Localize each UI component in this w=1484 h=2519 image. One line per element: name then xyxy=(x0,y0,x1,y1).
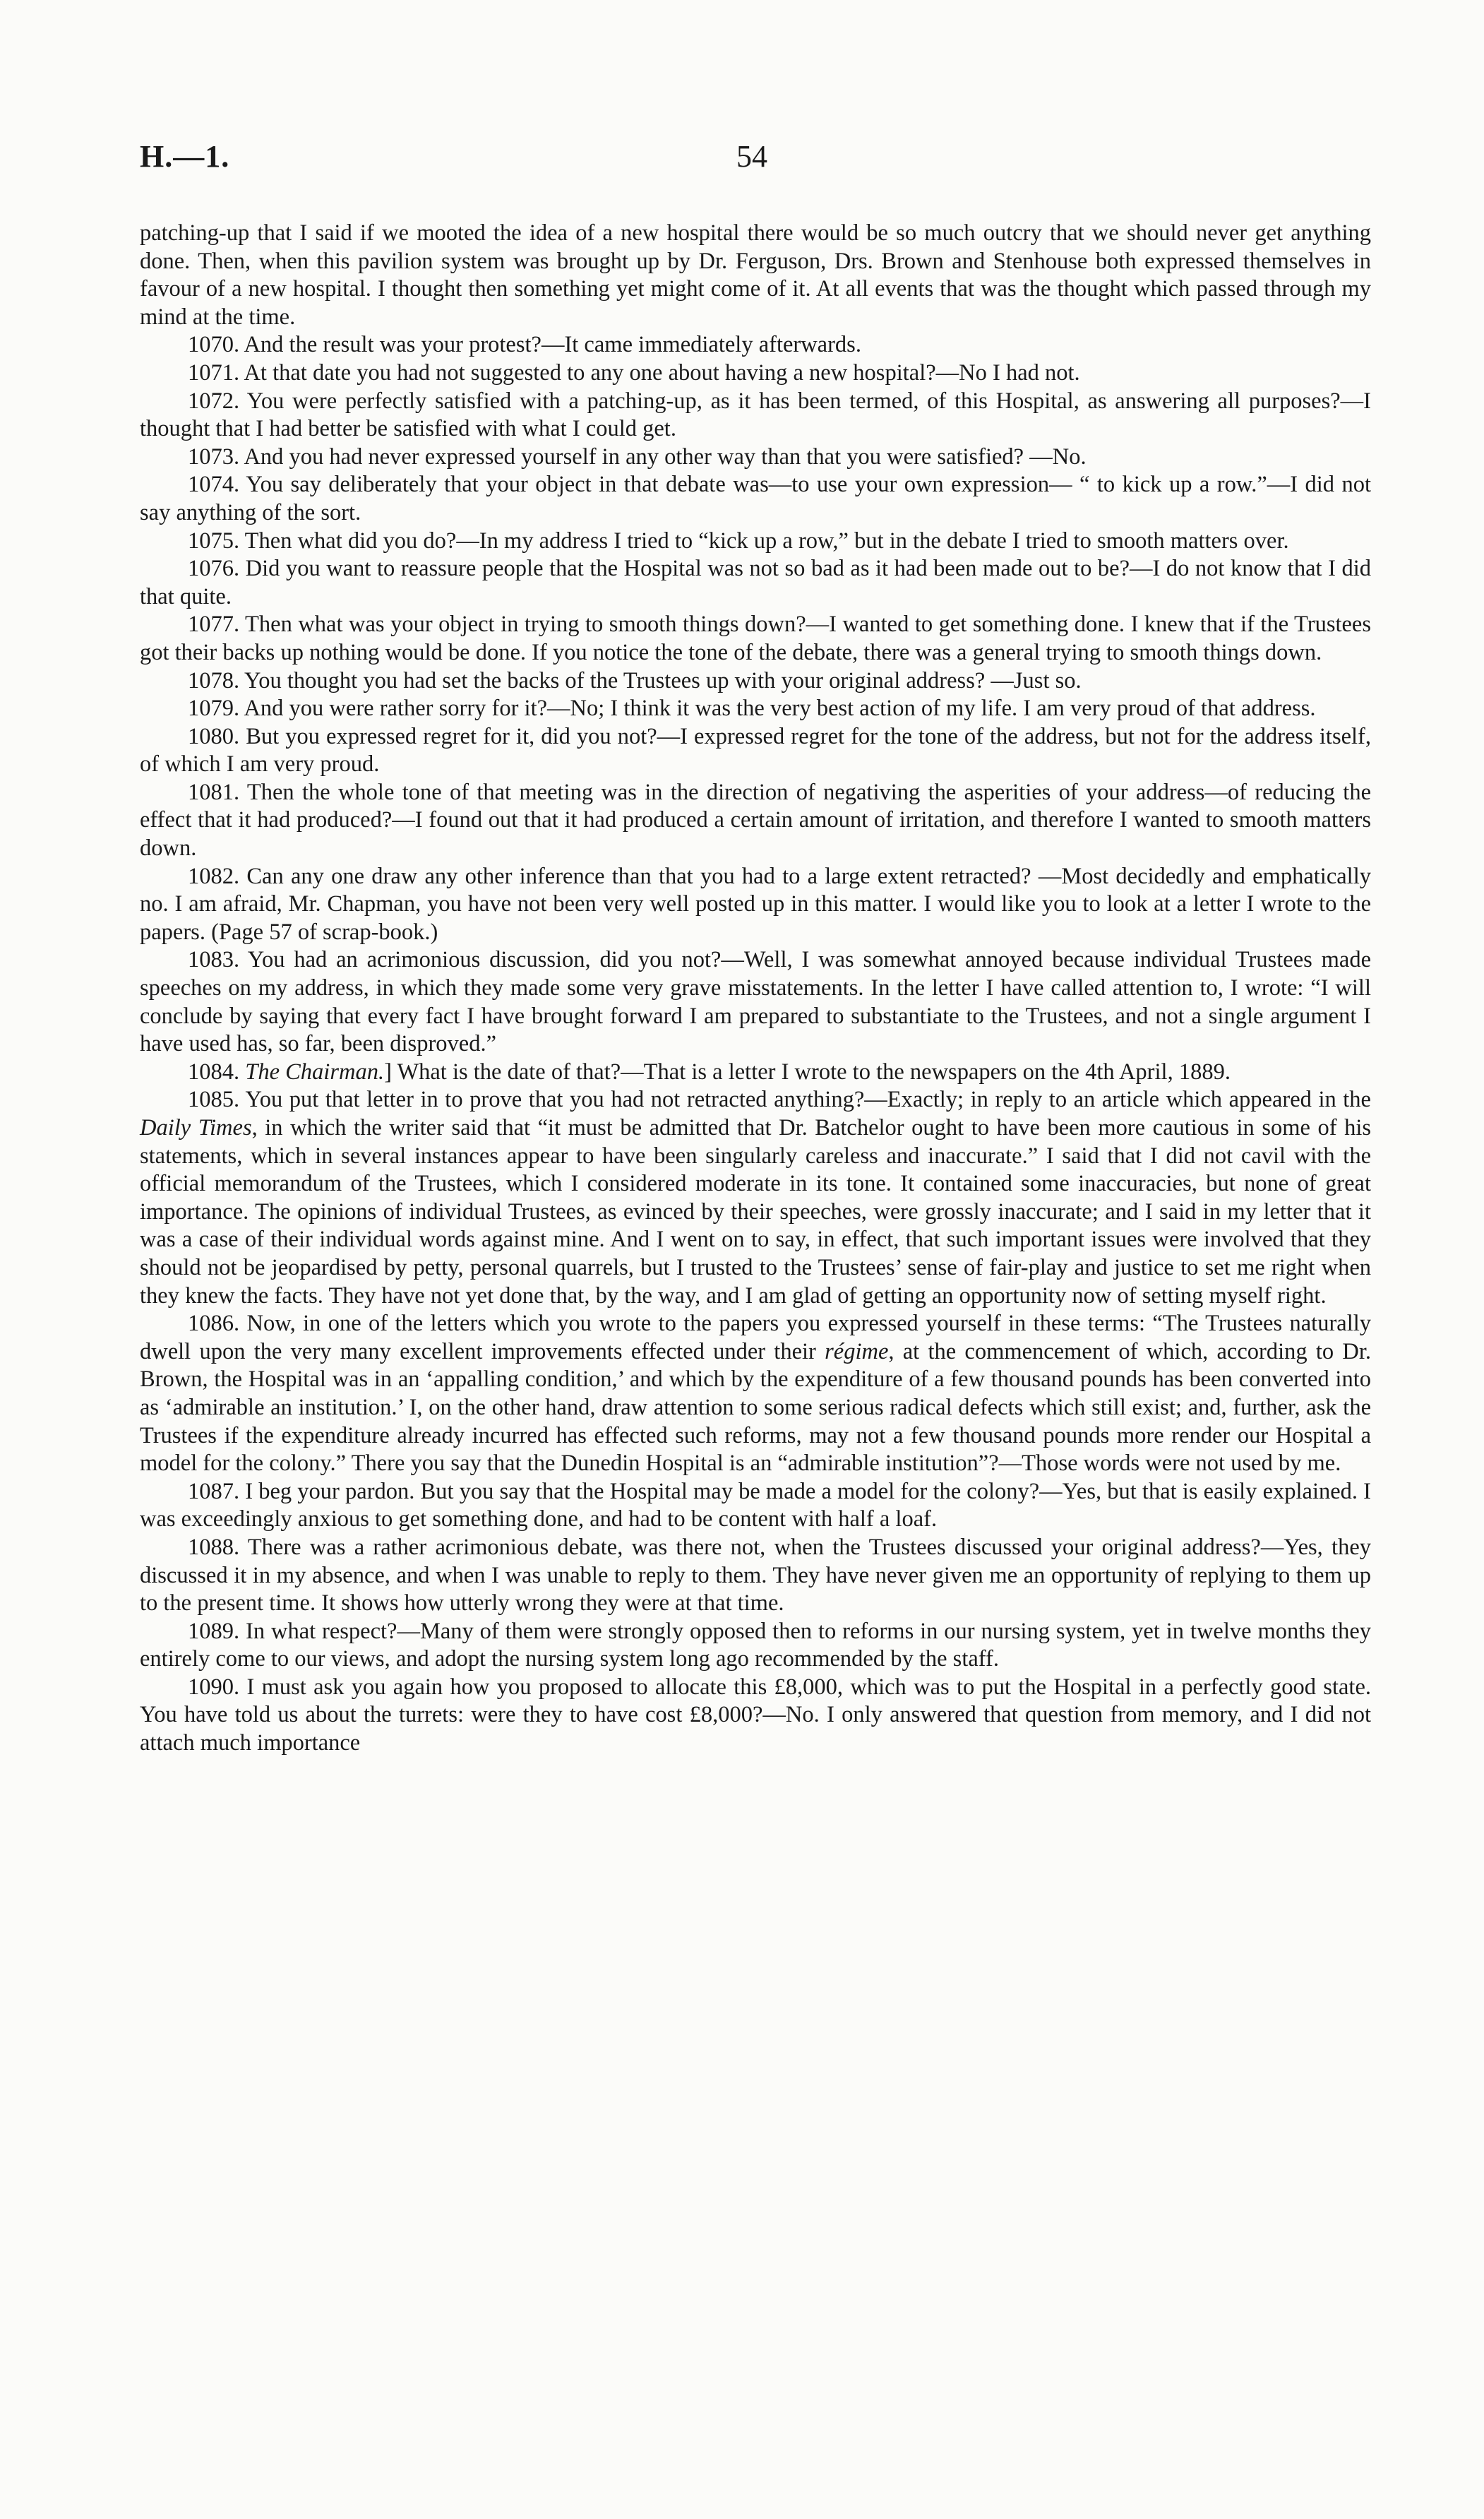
question-1085-newspaper: Daily Times xyxy=(140,1115,252,1141)
question-1088: 1088. There was a rather acrimonious debate, was there not, when the Trustees discussed your original address?—Yes, they discussed it in my absence, and when I was unable to reply to them. They have never given me an opportunity of replying to them up to the present time. It shows how utterly wrong they were at that time. xyxy=(140,1534,1371,1616)
question-1077: 1077. Then what was your object in trying to smooth things down?—I wanted to get something done. I knew that if the Trustees got their backs up nothing would be done. If you notice the tone of the debate, there was a general trying to smooth things down. xyxy=(140,612,1371,665)
question-1073: 1073. And you had never expressed yourself in any other way than that you were satisfied? —No. xyxy=(188,443,1087,470)
question-1074: 1074. You say deliberately that your object in that debate was—to use your own expression— “ to kick up a row.”—I did not say anything of the sort. xyxy=(140,472,1371,525)
page-number: 54 xyxy=(736,139,767,174)
page-header xyxy=(140,138,1344,181)
question-1084-speaker: The Chairman. xyxy=(245,1059,385,1085)
question-1082: 1082. Can any one draw any other inference than that you had to a large extent retracted? —Most decidedly and emphatically no. I am afraid, Mr. Chapman, you have not been very well posted up in this matter. I would like you to look at a letter I wrote to the papers. (Page 57 of scrap-book.) xyxy=(140,863,1371,945)
question-1086-rest: , at the commencement of which, according to Dr. Brown, the Hospital was in an ‘appalling condition,’ and which by the expenditure of a few thousand pounds has been converted into as ‘admirable an institution.’ I, on the other hand, draw attention to some serious radical defects which still exist; and, further, ask the Trustees if the expenditure already incurred has effected such reforms, may not a few thousand pounds more render our Hospital a model for the colony.” There you say that the Dunedin Hospital is an “admirable institution”?—Those words were not used by me. xyxy=(140,1338,1372,1477)
question-1086-lead: 1086. Now, in one of the letters which you wrote to the papers you expressed yourself in these terms: “The Trustees naturally dwell upon the very many excellent improvements effected under their xyxy=(140,1311,1371,1364)
question-1075: 1075. Then what did you do?—In my address I tried to “kick up a row,” but in the debate I tried to smooth matters over. xyxy=(188,528,1289,554)
question-1070: 1070. And the result was your protest?—It came immediately afterwards. xyxy=(188,332,861,358)
question-1085-lead: 1085. You put that letter in to prove that you had not retracted anything?—Exactly; in reply to an article which appeared in the xyxy=(188,1087,1371,1113)
question-1084-rest: ] What is the date of that?—That is a letter I wrote to the newspapers on the 4th April, 1889. xyxy=(384,1059,1231,1085)
question-1084-lead: 1084. xyxy=(188,1059,246,1085)
question-1089: 1089. In what respect?—Many of them were strongly opposed then to reforms in our nursing system, yet in twelve months they entirely come to our views, and adopt the nursing system long ago recommended by the staff. xyxy=(140,1618,1371,1672)
question-1076: 1076. Did you want to reassure people that the Hospital was not so bad as it had been made out to be?—I do not know that I did that quite. xyxy=(140,556,1371,609)
question-1085 xyxy=(140,1086,1371,1310)
question-1084 xyxy=(140,1059,1371,1087)
question-1086 xyxy=(140,1310,1371,1478)
evidence-text xyxy=(140,220,1371,1758)
paragraph-continuation: patching-up that I said if we mooted the idea of a new hospital there would be so much outcry that we should never get anything done. Then, when this pavilion system was brought up by Dr. Ferguson, Drs. Brown and Stenhouse both expressed themselves in favour of a new hospital. I thought then something yet might come of it. At all events that was the thought which passed through my mind at the time. xyxy=(140,220,1371,330)
question-1079: 1079. And you were rather sorry for it?—No; I think it was the very best action of my life. I am very proud of that address. xyxy=(188,696,1316,722)
question-1090: 1090. I must ask you again how you proposed to allocate this £8,000, which was to put the Hospital in a perfectly good state. You have told us about the turrets: were they to have cost £8,000?—No. I only answered that question from memory, and I did not attach much importance xyxy=(140,1674,1371,1756)
question-1083: 1083. You had an acrimonious discussion, did you not?—Well, I was somewhat annoyed because individual Trustees made speeches on my address, in which they made some very grave misstatements. In the letter I have called attention to, I wrote: “I will conclude by saying that every fact I have brought forward I am prepared to substantiate to the Trustees, and not a single argument I have used has, so far, been disproved.” xyxy=(140,947,1371,1057)
question-1071: 1071. At that date you had not suggested to any one about having a new hospital?—No I had not. xyxy=(188,359,1080,386)
document-reference: H.—1. xyxy=(140,139,230,174)
question-1087: 1087. I beg your pardon. But you say that the Hospital may be made a model for the colony?—Yes, but that is easily explained. I was exceedingly anxious to get something done, and had to be content with half a loaf. xyxy=(140,1478,1371,1532)
question-1078: 1078. You thought you had set the backs of the Trustees up with your original address? —Just so. xyxy=(188,667,1082,693)
question-1072: 1072. You were perfectly satisfied with a patching-up, as it has been termed, of this Hospital, as answering all purposes?—I thought that I had better be satisfied with what I could get. xyxy=(140,388,1371,442)
question-1080: 1080. But you expressed regret for it, did you not?—I expressed regret for the tone of the address, but not for the address itself, of which I am very proud. xyxy=(140,723,1371,778)
question-1086-regime: régime xyxy=(825,1338,889,1364)
question-1081: 1081. Then the whole tone of that meeting was in the direction of negativing the asperities of your address—of reducing the effect that it had produced?—I found out that it had produced a certain amount of irritation, and therefore I wanted to smooth matters down. xyxy=(140,779,1371,862)
question-1085-rest: , in which the writer said that “it must be admitted that Dr. Batchelor ought to have been more cautious in some of his statements, which in several instances appear to have been singularly careless and inaccurate.” I said that I did not cavil with the official memorandum of the Trustees, which I considered moderate in its tone. It contained some inaccuracies, but none of great importance. The opinions of individual Trustees, as evinced by their speeches, were grossly inaccurate; and I said in my letter that it was a case of their individual words against mine. And I went on to say, in effect, that such important issues were involved that they should not be jeopardised by petty, personal quarrels, but I trusted to the Trustees’ sense of fair-play and justice to set me right when they knew the facts. They have not yet done that, by the way, and I am glad of getting an opportunity now of setting myself right. xyxy=(140,1115,1371,1309)
